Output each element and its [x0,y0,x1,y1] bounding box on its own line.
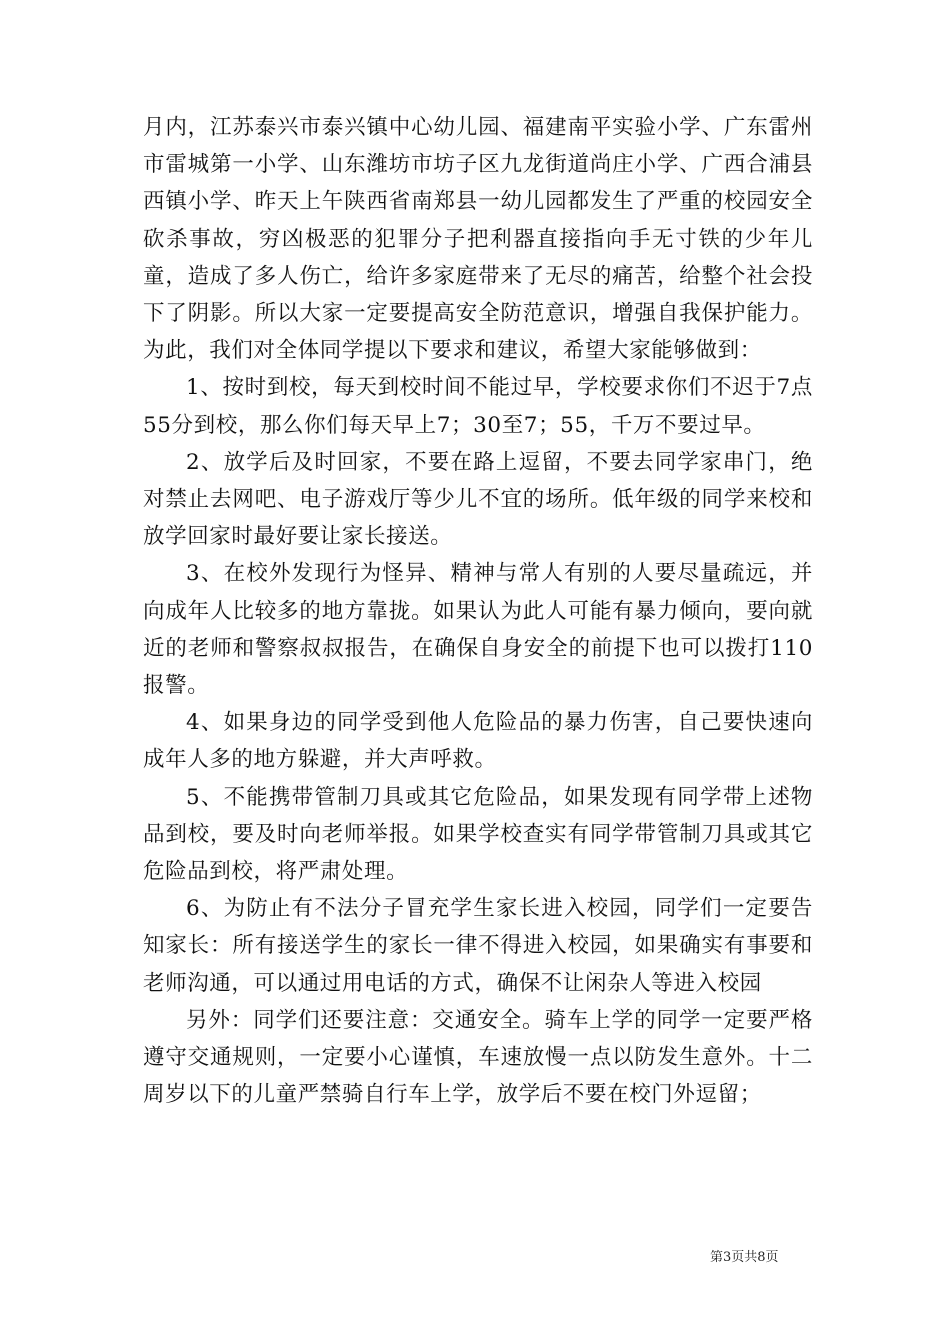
paragraph-intro: 月内，江苏泰兴市泰兴镇中心幼儿园、福建南平实验小学、广东雷州市雷城第一小学、山东潍坊市坊子区九龙街道尚庄小学、广西合浦县西镇小学、昨天上午陕西省南郑县一幼儿园都发生了严重的校园安全砍杀事故，穷凶极恶的犯罪分子把利器直接指向手无寸铁的少年儿童，造成了多人伤亡，给许多家庭带来了无尽的痛苦，给整个社会投下了阴影。所以大家一定要提高安全防范意识，增强自我保护能力。为此，我们对全体同学提以下要求和建议，希望大家能够做到： [143,115,813,364]
page-number-footer: 第3页共8页 [710,1250,779,1265]
paragraph-item-1: 1、按时到校，每天到校时间不能过早，学校要求你们不迟于7点55分到校，那么你们每天早上7；30至7；55，千万不要过早。 [143,375,813,438]
paragraph-item-5: 5、不能携带管制刀具或其它危险品，如果发现有同学带上述物品到校，要及时向老师举报。如果学校查实有同学带管制刀具或其它危险品到校，将严肃处理。 [143,784,813,885]
paragraph-item-6: 6、为防止有不法分子冒充学生家长进入校园，同学们一定要告知家长：所有接送学生的家长一律不得进入校园，如果确实有事要和老师沟通，可以通过用电话的方式，确保不让闲杂人等进入校园 [143,896,813,996]
paragraph-item-2: 2、放学后及时回家，不要在路上逗留，不要去同学家串门，绝对禁止去网吧、电子游戏厅等少儿不宜的场所。低年级的同学来校和放学回家时最好要让家长接送。 [143,449,813,550]
paragraph-item-3: 3、在校外发现行为怪异、精神与常人有别的人要尽量疏远，并向成年人比较多的地方靠拢。如果认为此人可能有暴力倾向，要向就近的老师和警察叔叔报告，在确保自身安全的前提下也可以拨打110报警。 [143,561,813,699]
paragraph-traffic-safety: 另外：同学们还要注意：交通安全。骑车上学的同学一定要严格遵守交通规则，一定要小心谨慎，车速放慢一点以防发生意外。十二周岁以下的儿童严禁骑自行车上学，放学后不要在校门外逗留； [143,1007,813,1108]
paragraph-item-4: 4、如果身边的同学受到他人危险品的暴力伤害，自己要快速向成年人多的地方躲避，并大声呼救。 [143,710,813,773]
document-body [143,109,813,1113]
